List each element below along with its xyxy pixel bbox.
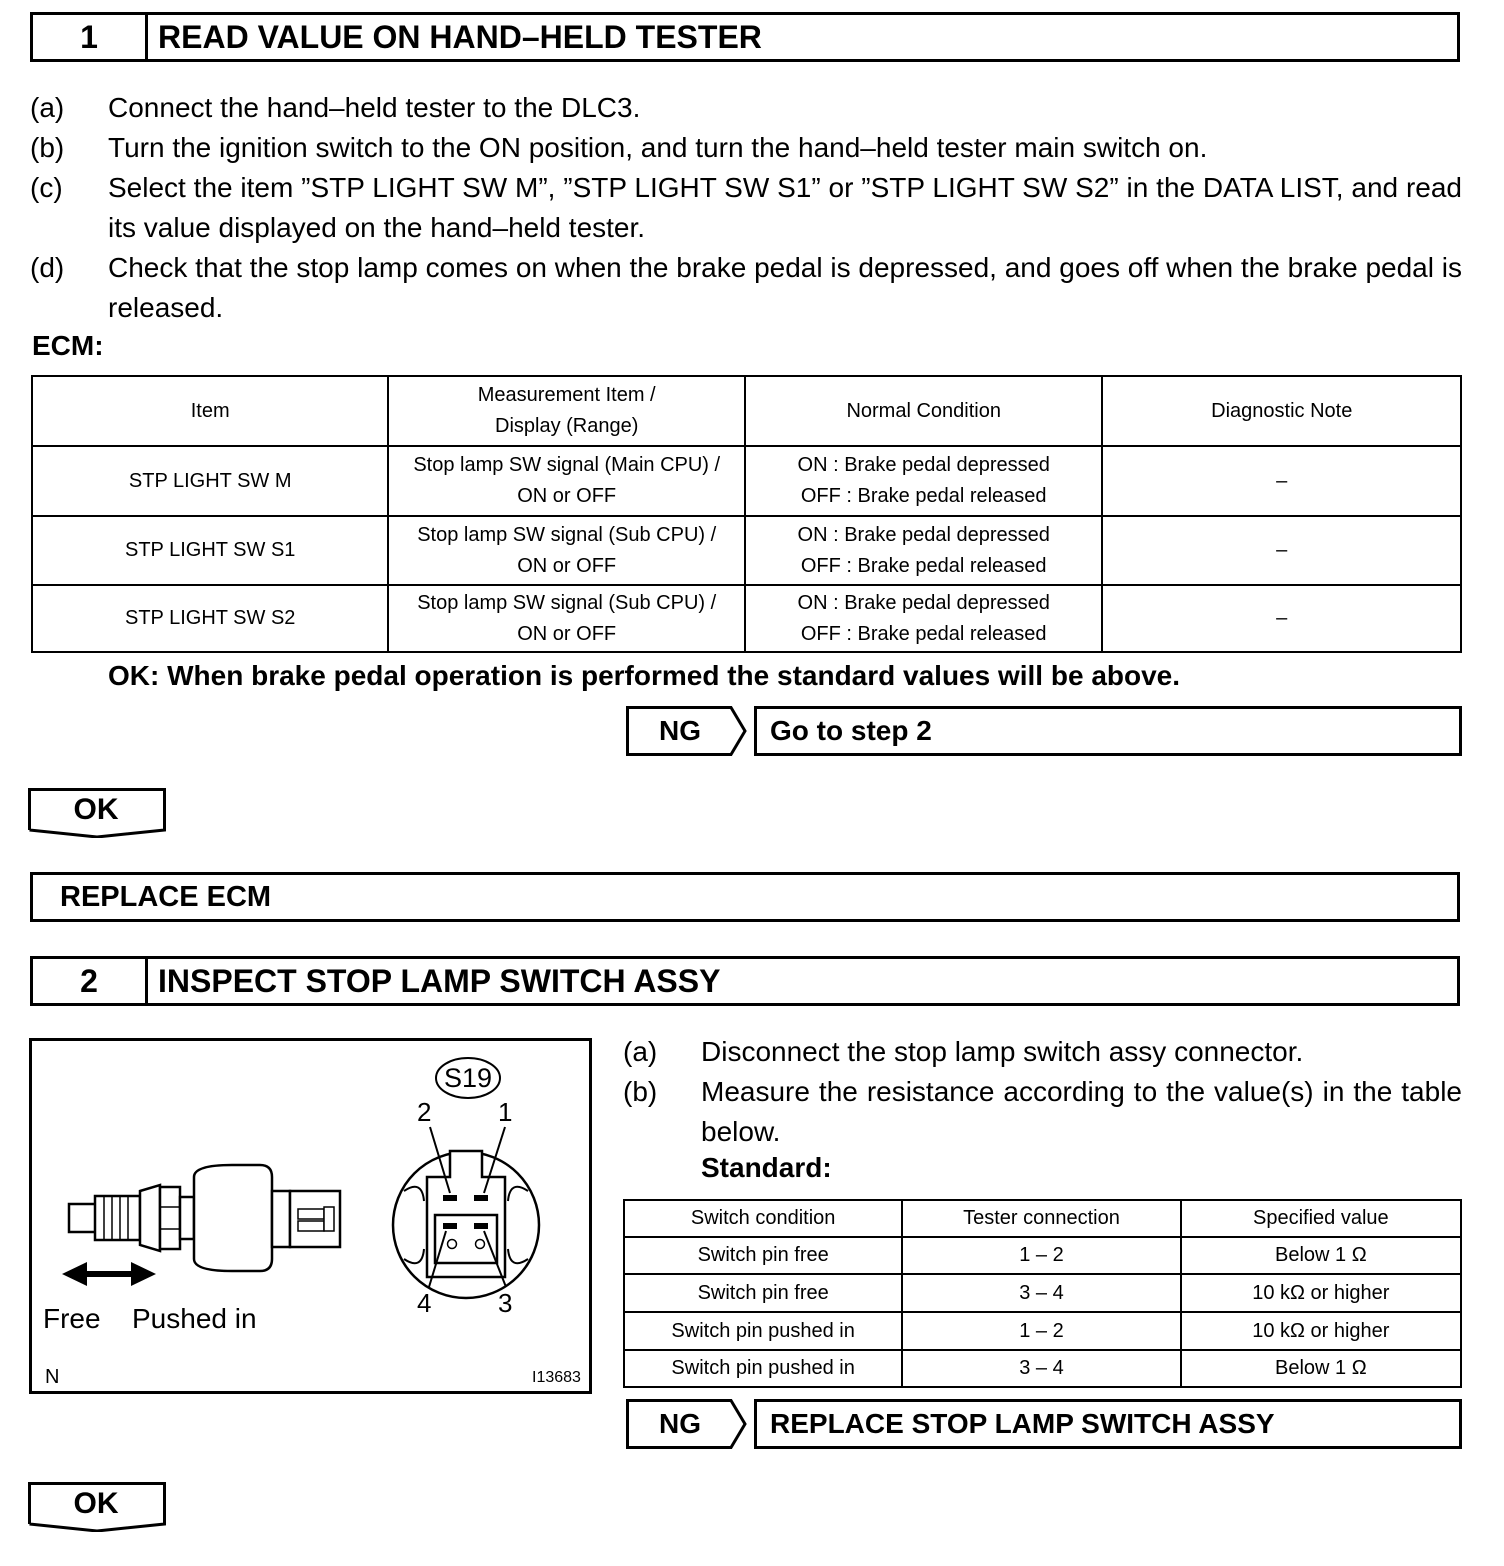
- header-cell: Specified value: [1181, 1200, 1461, 1237]
- header-cell: Normal Condition: [745, 376, 1103, 446]
- step-2-instruction-a: [623, 1032, 1463, 1072]
- header-cell: Diagnostic Note: [1102, 376, 1461, 446]
- value-cell: Below 1 Ω: [1181, 1350, 1461, 1387]
- step-2-ok-branch: [28, 1482, 166, 1532]
- condition-cell: Switch pin free: [624, 1274, 902, 1312]
- connection-cell: 3 – 4: [902, 1274, 1180, 1312]
- condition-cell: Switch pin free: [624, 1237, 902, 1274]
- pin-4-label: 4: [417, 1288, 432, 1318]
- note-cell: –: [1102, 585, 1461, 652]
- ecm-data-table: [31, 375, 1462, 653]
- instruction-label: (d): [30, 252, 65, 283]
- step-1-header: [30, 12, 1460, 62]
- item-cell: STP LIGHT SW M: [32, 446, 388, 516]
- ng-target-link[interactable]: REPLACE STOP LAMP SWITCH ASSY: [754, 1399, 1462, 1449]
- instruction-label: (b): [30, 132, 65, 163]
- item-cell: STP LIGHT SW S1: [32, 516, 388, 585]
- note-cell: –: [1102, 446, 1461, 516]
- step-1-ok-branch: [28, 788, 166, 838]
- condition-cell: Switch pin pushed in: [624, 1312, 902, 1350]
- instruction-text: Check that the stop lamp comes on when the brake pedal is depressed, and goes off when the brake pedal is released.: [108, 252, 1462, 323]
- condition-cell: ON : Brake pedal depressed OFF : Brake pedal released: [745, 516, 1103, 585]
- pushed-in-label: Pushed in: [132, 1303, 257, 1334]
- connection-cell: 1 – 2: [902, 1312, 1180, 1350]
- step-1-title: READ VALUE ON HAND–HELD TESTER: [158, 18, 762, 55]
- value-cell: 10 kΩ or higher: [1181, 1312, 1461, 1350]
- instruction-label: (c): [30, 172, 63, 203]
- connector-id-label: S19: [443, 1063, 493, 1093]
- step-2-header: [30, 956, 1460, 1006]
- measurement-cell: Stop lamp SW signal (Sub CPU) / ON or OFF: [388, 585, 745, 652]
- step-2-title: INSPECT STOP LAMP SWITCH ASSY: [158, 962, 721, 999]
- step-2-number: 2: [33, 959, 148, 1003]
- table-row: [624, 1312, 1461, 1350]
- ecm-label: ECM:: [32, 330, 104, 361]
- instruction-label: (b): [623, 1076, 658, 1107]
- step-1-ng-branch: [626, 706, 1462, 756]
- header-cell: Item: [32, 376, 388, 446]
- item-cell: STP LIGHT SW S2: [32, 585, 388, 652]
- header-cell: Measurement Item / Display (Range): [388, 376, 745, 446]
- ng-label: NG: [659, 1408, 701, 1439]
- header-cell: Switch condition: [624, 1200, 902, 1237]
- instruction-text: Connect the hand–held tester to the DLC3.: [108, 92, 641, 123]
- condition-cell: ON : Brake pedal depressed OFF : Brake pedal released: [745, 585, 1103, 652]
- ng-label: NG: [659, 715, 701, 746]
- table-header-row: [32, 376, 1461, 446]
- pin-1-label: 1: [498, 1097, 513, 1127]
- table-row: [624, 1237, 1461, 1274]
- step-2-ng-branch: [626, 1399, 1462, 1449]
- value-cell: 10 kΩ or higher: [1181, 1274, 1461, 1312]
- instruction-label: (a): [30, 92, 65, 123]
- pin-2-label: 2: [417, 1097, 432, 1127]
- standard-label: Standard:: [701, 1152, 832, 1183]
- replace-ecm-box: REPLACE ECM: [30, 872, 1460, 922]
- figure-corner-label: N: [45, 1366, 60, 1388]
- table-row: [32, 585, 1461, 652]
- table-header-row: [624, 1200, 1461, 1237]
- table-row: [32, 516, 1461, 585]
- stop-lamp-switch-diagram: [32, 1041, 589, 1391]
- free-label: Free: [43, 1303, 101, 1334]
- table-row: [624, 1350, 1461, 1387]
- ng-target-link[interactable]: Go to step 2: [754, 706, 1462, 756]
- condition-cell: ON : Brake pedal depressed OFF : Brake pedal released: [745, 446, 1103, 516]
- figure-code-label: I13683: [532, 1369, 581, 1386]
- value-cell: Below 1 Ω: [1181, 1237, 1461, 1274]
- instruction-text: Measure the resistance according to the value(s) in the table below.: [701, 1076, 1462, 1147]
- table-row: [32, 446, 1461, 516]
- instruction-text: Select the item ”STP LIGHT SW M”, ”STP LIGHT SW S1” or ”STP LIGHT SW S2” in the DATA LIST, and read its value displayed on the hand–held tester.: [108, 172, 1462, 243]
- connection-cell: 3 – 4: [902, 1350, 1180, 1387]
- connection-cell: 1 – 2: [902, 1237, 1180, 1274]
- instruction-text: Turn the ignition switch to the ON position, and turn the hand–held tester main switch on.: [108, 132, 1208, 163]
- header-cell: Tester connection: [902, 1200, 1180, 1237]
- pin-3-label: 3: [498, 1288, 513, 1318]
- condition-cell: Switch pin pushed in: [624, 1350, 902, 1387]
- measurement-cell: Stop lamp SW signal (Main CPU) / ON or OFF: [388, 446, 745, 516]
- ok-label: OK: [73, 1487, 119, 1520]
- stop-lamp-switch-figure: [29, 1038, 592, 1394]
- measurement-cell: Stop lamp SW signal (Sub CPU) / ON or OFF: [388, 516, 745, 585]
- table-row: [624, 1274, 1461, 1312]
- instruction-text: Disconnect the stop lamp switch assy connector.: [701, 1036, 1304, 1067]
- ok-statement: OK: When brake pedal operation is performed the standard values will be above.: [108, 660, 1181, 691]
- step-2-instruction-b: [623, 1072, 1463, 1152]
- step-1-number: 1: [33, 15, 148, 59]
- resistance-spec-table: [623, 1199, 1462, 1388]
- instruction-label: (a): [623, 1036, 658, 1067]
- note-cell: –: [1102, 516, 1461, 585]
- ok-label: OK: [73, 793, 119, 826]
- step-2-instructions: [623, 1032, 1463, 1152]
